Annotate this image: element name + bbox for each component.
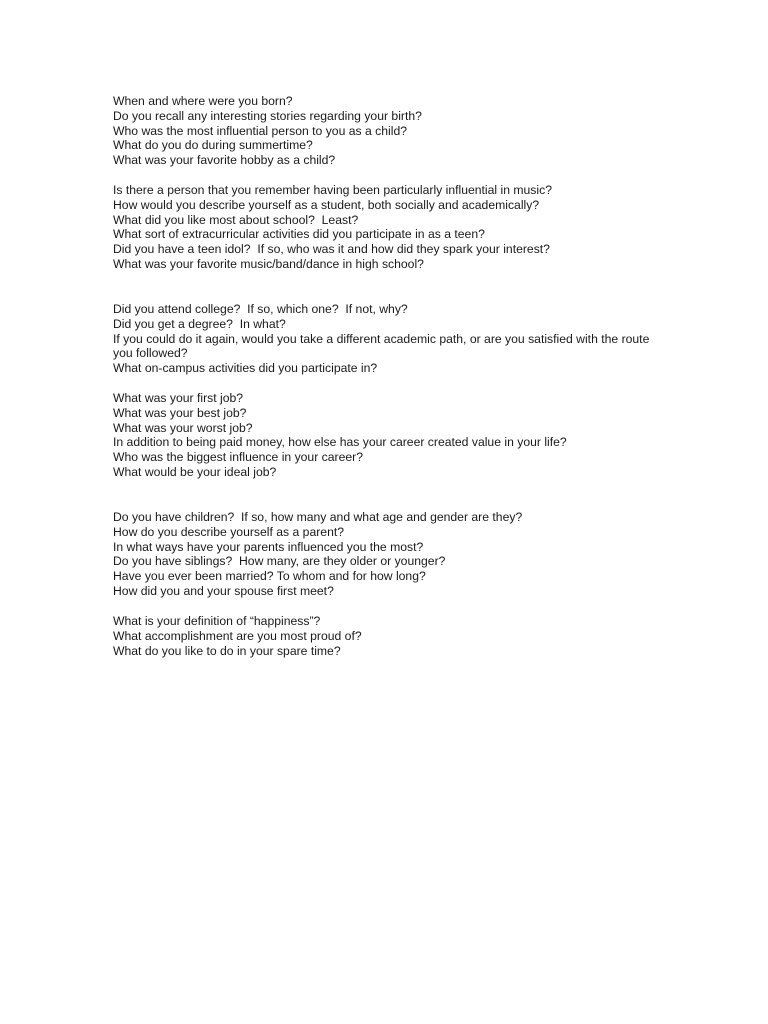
question-item: What accomplishment are you most proud of? — [113, 628, 362, 643]
question-item: Who was the biggest influence in your career? — [113, 450, 363, 465]
question-item: In what ways have your parents influenced you the most? — [113, 539, 424, 554]
question-group-school — [113, 183, 653, 272]
question-item: What was your best job? — [113, 405, 247, 420]
question-group-career — [113, 391, 653, 480]
question-item: How did you and your spouse first meet? — [113, 583, 334, 598]
question-item: Do you have children? If so, how many and what age and gender are they? — [113, 510, 523, 524]
question-item: Did you get a degree? In what? — [113, 316, 286, 331]
question-item: How do you describe yourself as a parent? — [113, 524, 345, 539]
question-item: What was your first job? — [113, 391, 244, 405]
question-item: What was your worst job? — [113, 420, 253, 435]
question-item: What is your definition of “happiness”? — [113, 614, 321, 628]
question-item: Is there a person that you remember having been particularly influential in music? — [113, 183, 552, 197]
question-item: If you could do it again, would you take a different academic path, or are you satisfied with the route you followed? — [113, 331, 653, 361]
question-item: Do you recall any interesting stories regarding your birth? — [113, 108, 422, 123]
question-item: In addition to being paid money, how else has your career created value in your life? — [113, 435, 567, 450]
question-item: What was your favorite music/band/dance in high school? — [113, 256, 424, 271]
question-group-family — [113, 510, 653, 599]
question-item: Who was the most influential person to you as a child? — [113, 123, 408, 138]
question-item: Did you attend college? If so, which one? If not, why? — [113, 302, 408, 316]
question-item: How would you describe yourself as a student, both socially and academically? — [113, 197, 540, 212]
question-item: When and where were you born? — [113, 94, 293, 108]
question-item: What do you do during summertime? — [113, 138, 313, 153]
question-item: What on-campus activities did you participate in? — [113, 361, 378, 376]
question-item: Have you ever been married? To whom and for how long? — [113, 569, 426, 584]
question-group-personal — [113, 614, 653, 658]
question-item: What sort of extracurricular activities did you participate in as a teen? — [113, 227, 485, 242]
question-item: What would be your ideal job? — [113, 464, 277, 479]
question-item: What did you like most about school? Least? — [113, 212, 359, 227]
question-group-college — [113, 302, 653, 376]
question-item: What do you like to do in your spare time? — [113, 643, 341, 658]
question-group-childhood — [113, 94, 653, 168]
question-item: What was your favorite hobby as a child? — [113, 153, 336, 168]
question-item: Did you have a teen idol? If so, who was it and how did they spark your interest? — [113, 242, 550, 257]
question-item: Do you have siblings? How many, are they older or younger? — [113, 554, 446, 569]
